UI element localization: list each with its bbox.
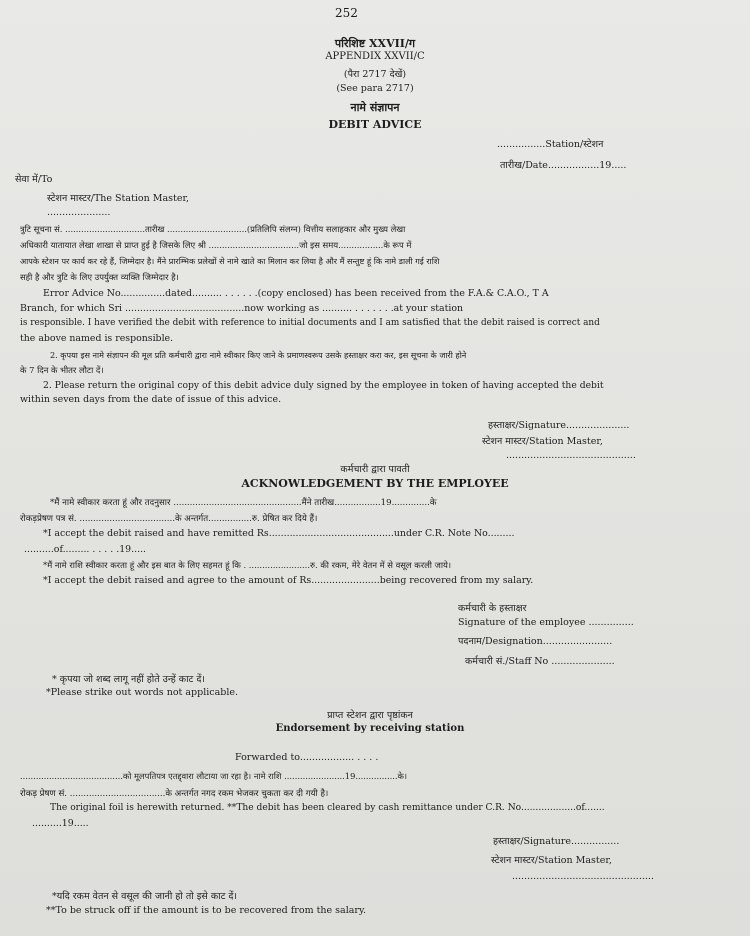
english-paragraph-2-line: 2. Please return the original copy of this debit advice duly signed by the employee in token of having accepted the debit	[43, 380, 604, 391]
endorsement-heading: Endorsement by receiving station	[275, 723, 465, 734]
strike-note: *Please strike out words not applicable.	[46, 687, 239, 698]
page-number: 252	[335, 6, 358, 20]
to-recipient: स्टेशन मास्टर/The Station Master,	[47, 193, 189, 204]
endorsement-line: The original foil is herewith returned. **The debit has been cleared by cash remittance under C.R. No...................of.......	[50, 803, 605, 813]
hindi-paragraph-line: सही है और त्रुटि के लिए उपर्युक्त व्यक्ति जिम्मेदार है।	[20, 272, 179, 282]
appendix-hi: परिशिष्ट XXVII/ग	[334, 37, 416, 50]
hindi-paragraph-2-line: 2. कृपया इस नामे संज्ञापन की मूल प्रति कर्मचारी द्वारा नामे स्वीकार किए जाने के प्रमाणस्वरूप उसके हस्ताक्षर करा कर, इस सूचना के जारी होने	[50, 350, 467, 360]
strike-note-hi: * कृपया जो शब्द लागू नहीं होते उन्हें काट दें।	[52, 674, 205, 685]
acknowledgement-line: *I accept the debit raised and have remitted Rs..........................................under C.R. Note No.........	[43, 528, 515, 539]
hindi-paragraph-line: अधिकारी यातायात लेखा शाखा से प्राप्त हुई है जिसके लिए श्री ..................................जो इस समय.................के रूप में	[20, 240, 412, 250]
station-field: ................Station/स्टेशन	[497, 139, 604, 150]
endorsement-heading-hi: प्राप्त स्टेशन द्वारा पृष्ठांकन	[327, 710, 413, 721]
signature-field: हस्ताक्षर/Signature.....................	[488, 420, 630, 431]
designation-field: पदनाम/Designation.......................	[458, 636, 613, 647]
to-blank: .....................	[47, 207, 111, 218]
english-paragraph-line: the above named is responsible.	[20, 333, 174, 344]
to-label: सेवा में/To	[15, 174, 53, 185]
para-hi: (पैरा 2717 देखें)	[343, 69, 407, 80]
appendix-en: APPENDIX XXVII/C	[325, 51, 425, 62]
footnote-hi: *यदि रकम वेतन से वसूल की जानी हो तो इसे काट दें।	[52, 891, 238, 902]
employee-signature-hi: कर्मचारी के हस्ताक्षर	[458, 603, 527, 614]
footnote: **To be struck off if the amount is to be recovered from the salary.	[46, 905, 367, 916]
acknowledgement-line: *मैं नामे स्वीकार करता हूं और तदनुसार ...............................................मैंने तारीख.................19..............के	[50, 498, 437, 508]
english-paragraph-line: Error Advice No...............dated.......... . . . . . .(copy enclosed) has been received from the F.A.& C.A.O., T A	[43, 288, 549, 299]
acknowledgement-line: *मैं नामे राशि स्वीकार करता हूं और इस बात के लिए सहमत हूं कि . .......................रु. की रकम, मेरे वेतन में से वसूल करली जाये।	[43, 560, 452, 570]
acknowledgement-heading-hi: कर्मचारी द्वारा पावती	[340, 464, 410, 475]
hindi-paragraph-line: आपके स्टेशन पर कार्य कर रहे हैं, जिम्मेदार है। मैंने प्रारम्भिक प्रलेखों से नामे खाते का मिलान कर लिया है और मैं सन्तुष्ट हूं कि नामे डाली गई राशि	[20, 256, 440, 266]
staff-no-field: कर्मचारी सं./Staff No .....................	[465, 656, 615, 667]
english-paragraph-line: is responsible. I have verified the debit with reference to initial documents and I am satisfied that the debit raised is correct and	[20, 318, 600, 328]
date-field: तारीख/Date.................19.....	[500, 160, 627, 171]
endorsement-signature-blank: ...............................................	[512, 871, 654, 882]
endorsement-station-master: स्टेशन मास्टर/Station Master,	[491, 855, 612, 866]
endorsement-line: ..........19.....	[32, 818, 89, 829]
acknowledgement-line: *I accept the debit raised and agree to the amount of Rs.......................being recovered from my salary.	[43, 575, 534, 586]
hindi-paragraph-line: त्रुटि सूचना सं. ..............................तारीख ..............................(प्रतिलिपि संलग्न) वित्तीय सलाहकार और मुख्य लेखा	[20, 224, 406, 234]
document-title: DEBIT ADVICE	[328, 118, 422, 131]
english-paragraph-line: Branch, for which Sri ........................................now working as .......... . . . . . . .at your station	[20, 303, 464, 314]
employee-signature-field: Signature of the employee ...............	[458, 617, 634, 628]
acknowledgement-line: ..........of......... . . . . .19.....	[24, 544, 147, 555]
acknowledgement-heading: ACKNOWLEDGEMENT BY THE EMPLOYEE	[241, 477, 509, 490]
title-hi: नामे संज्ञापन	[350, 101, 400, 114]
endorsement-line: .......................................को मूलपतिपत्र एतद्द्वारा लौटाया जा रहा है। नामे राशि .......................19................के।	[20, 771, 408, 781]
station-master-label: स्टेशन मास्टर/Station Master,	[482, 436, 603, 447]
endorsement-signature-field: हस्ताक्षर/Signature................	[493, 836, 620, 847]
acknowledgement-line: रोकड़प्रेषण पत्र सं. ...................................के अन्तर्गत................रु. प्रेषित कर दिये हैं।	[20, 514, 318, 524]
para-en: (See para 2717)	[336, 83, 414, 94]
hindi-paragraph-2-line: के 7 दिन के भीतर लौटा दें।	[20, 365, 104, 375]
forwarded-to-field: Forwarded to.................. . . . .	[235, 752, 379, 763]
english-paragraph-2-line: within seven days from the date of issue of this advice.	[20, 394, 282, 405]
signature-blank: ...........................................	[506, 450, 636, 461]
endorsement-line: रोकड़ प्रेषण सं. ...................................के अन्तर्गत नगद रकम भेजकर चुकता कर दी गयी है।	[20, 789, 329, 799]
